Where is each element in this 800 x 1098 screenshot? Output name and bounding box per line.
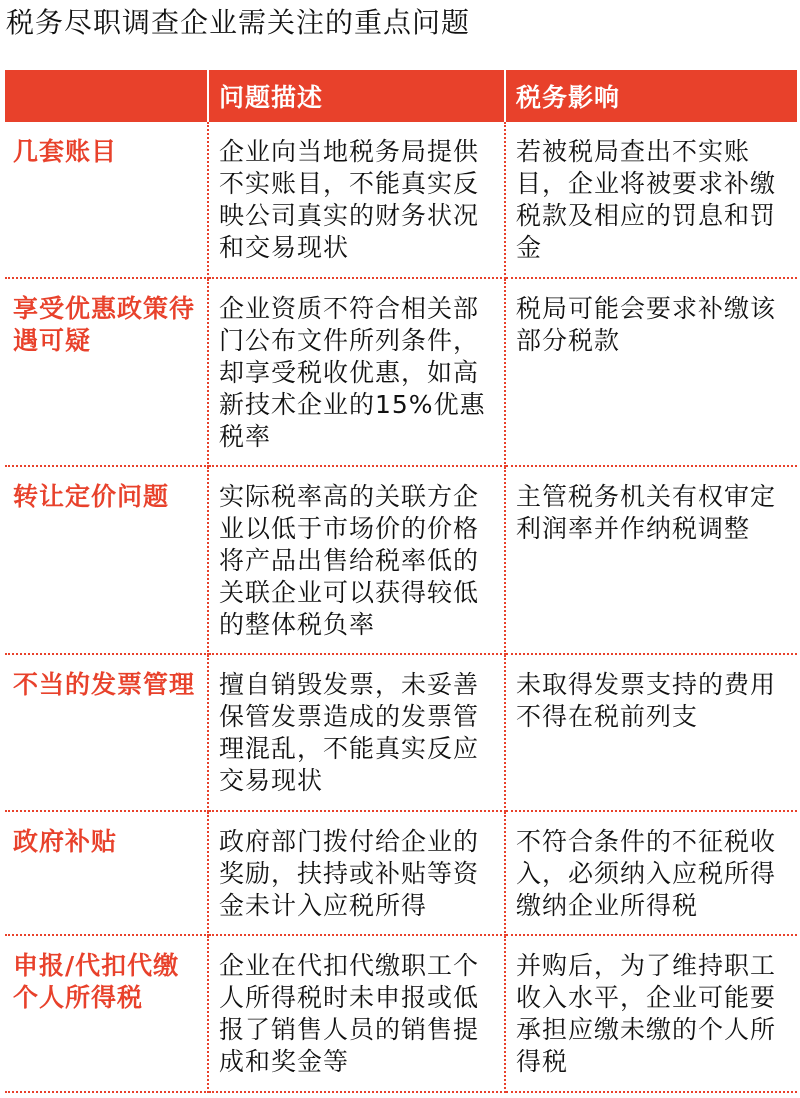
row-description: 企业资质不符合相关部门公布文件所列条件，却享受税收优惠，如高新技术企业的15%优惠税率 [208,278,505,466]
row-impact: 主管税务机关有权审定利润率并作纳税调整 [505,466,797,654]
row-topic: 申报/代扣代缴个人所得税 [5,935,208,1092]
table-header-row [5,70,797,122]
table-row [5,654,797,811]
row-impact: 未取得发票支持的费用不得在税前列支 [505,654,797,811]
row-description: 实际税率高的关联方企业以低于市场价的价格将产品出售给税率低的关联企业可以获得较低的整体税负率 [208,466,505,654]
row-impact: 不符合条件的不征税收入，必须纳入应税所得缴纳企业所得税 [505,811,797,935]
header-topic [5,70,208,122]
table-row [5,811,797,935]
table-row [5,935,797,1092]
table-row [5,466,797,654]
row-description: 政府部门拨付给企业的奖励，扶持或补贴等资金未计入应税所得 [208,811,505,935]
row-topic: 几套账目 [5,122,208,278]
row-topic: 享受优惠政策待遇可疑 [5,278,208,466]
page-title: 税务尽职调查企业需关注的重点问题 [6,6,471,39]
row-impact: 并购后，为了维持职工收入水平，企业可能要承担应缴未缴的个人所得税 [505,935,797,1092]
header-description: 问题描述 [208,70,505,122]
header-impact: 税务影响 [505,70,797,122]
row-topic: 不当的发票管理 [5,654,208,811]
row-description: 企业向当地税务局提供不实账目，不能真实反映公司真实的财务状况和交易现状 [208,122,505,278]
row-topic: 转让定价问题 [5,466,208,654]
table-row [5,278,797,466]
row-description: 擅自销毁发票，未妥善保管发票造成的发票管理混乱，不能真实反应交易现状 [208,654,505,811]
tax-issues-table [5,70,797,1093]
row-topic: 政府补贴 [5,811,208,935]
row-impact: 若被税局查出不实账目，企业将被要求补缴税款及相应的罚息和罚金 [505,122,797,278]
row-description: 企业在代扣代缴职工个人所得税时未申报或低报了销售人员的销售提成和奖金等 [208,935,505,1092]
row-impact: 税局可能会要求补缴该部分税款 [505,278,797,466]
table-row [5,122,797,278]
